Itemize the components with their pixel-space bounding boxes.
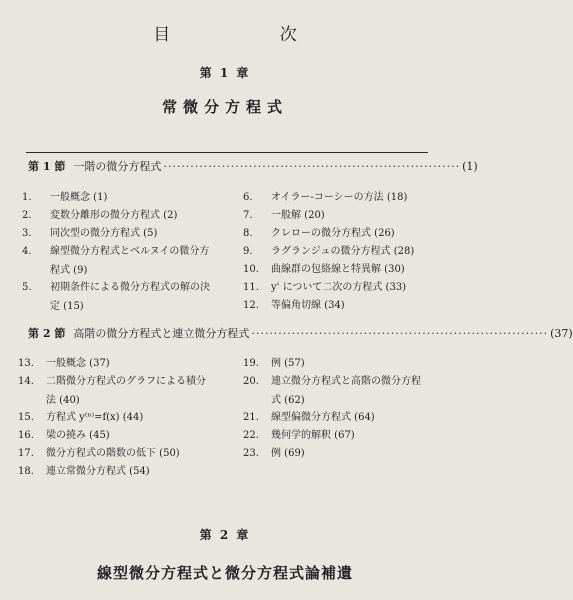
chapter-2-label: 第 2 章 bbox=[199, 528, 251, 542]
chapter-1-label: 第 1 章 bbox=[199, 66, 251, 80]
section-1-page: (1) bbox=[462, 160, 478, 173]
chapter-1-title: 常微分方程式 bbox=[161, 98, 288, 116]
toc-item-continuation: 定 (15) bbox=[50, 301, 84, 312]
section-1-label: 第 1 節 bbox=[28, 160, 66, 173]
toc-page: 目 次 第 1 章 常微分方程式 第 1 節 一階の微分方程式 ·································································· (1) 1. 一般概念 (1) 2. 変数分離形の微分方程式 (2) 3. 同次型の微分方程式 (5) 4. 線型微分方程式とベルヌイの微分方 程式 (9) 5. 初期条件による微分方程式の解の決 定 (15) 6. オイラー-コーシーの方法 (18) 7. 一般解 (20) 8. クレローの微分方程式 (26) 9. ラグランジュの微分方程式 (28) 10. 曲線群の包絡線と特異解 (30) 11. y' について二次の方程式 (33) 12. 等偏角切線 (34) 第 2 節 高階の微分方程式と連立微分方程式 ·································································· (37) 13. 一般概念 (37) 14. 二階微分方程式のグラフによる積分 法 (40) 15. 方程式 y⁽ⁿ⁾=f(x) (44) 16. 梁の撓み (45) 17. 微分方程式の階数の低下 (50) 18. 連立常微分方程式 (54) 19. 例 (57) 20. 連立微分方程式と高階の微分方程 式 (62) 21. 線型偏微分方程式 (64) 22. 幾何学的解釈 (67) 23. 例 (69) 第 2 章 線型微分方程式と微分方程式論補遺 bbox=[0, 0, 450, 600]
section-2-heading bbox=[28, 325, 573, 341]
leader-dots: ·································································· bbox=[163, 160, 461, 173]
section-2-label: 第 2 節 bbox=[28, 327, 66, 340]
section-1-heading bbox=[28, 158, 478, 174]
divider-rule bbox=[26, 152, 428, 153]
section-1-title: 一階の微分方程式 bbox=[73, 160, 162, 173]
toc-title: 目 次 bbox=[153, 25, 349, 45]
section-2-title: 高階の微分方程式と連立微分方程式 bbox=[73, 327, 250, 340]
section-2-page: (37) bbox=[550, 327, 573, 340]
chapter-2-title: 線型微分方程式と微分方程式論補遺 bbox=[96, 564, 353, 582]
toc-item-continuation: 式 (62) bbox=[271, 395, 305, 406]
toc-item-continuation: 程式 (9) bbox=[50, 265, 88, 276]
toc-item-continuation: 法 (40) bbox=[46, 395, 80, 406]
leader-dots: ·································································· bbox=[251, 327, 549, 340]
